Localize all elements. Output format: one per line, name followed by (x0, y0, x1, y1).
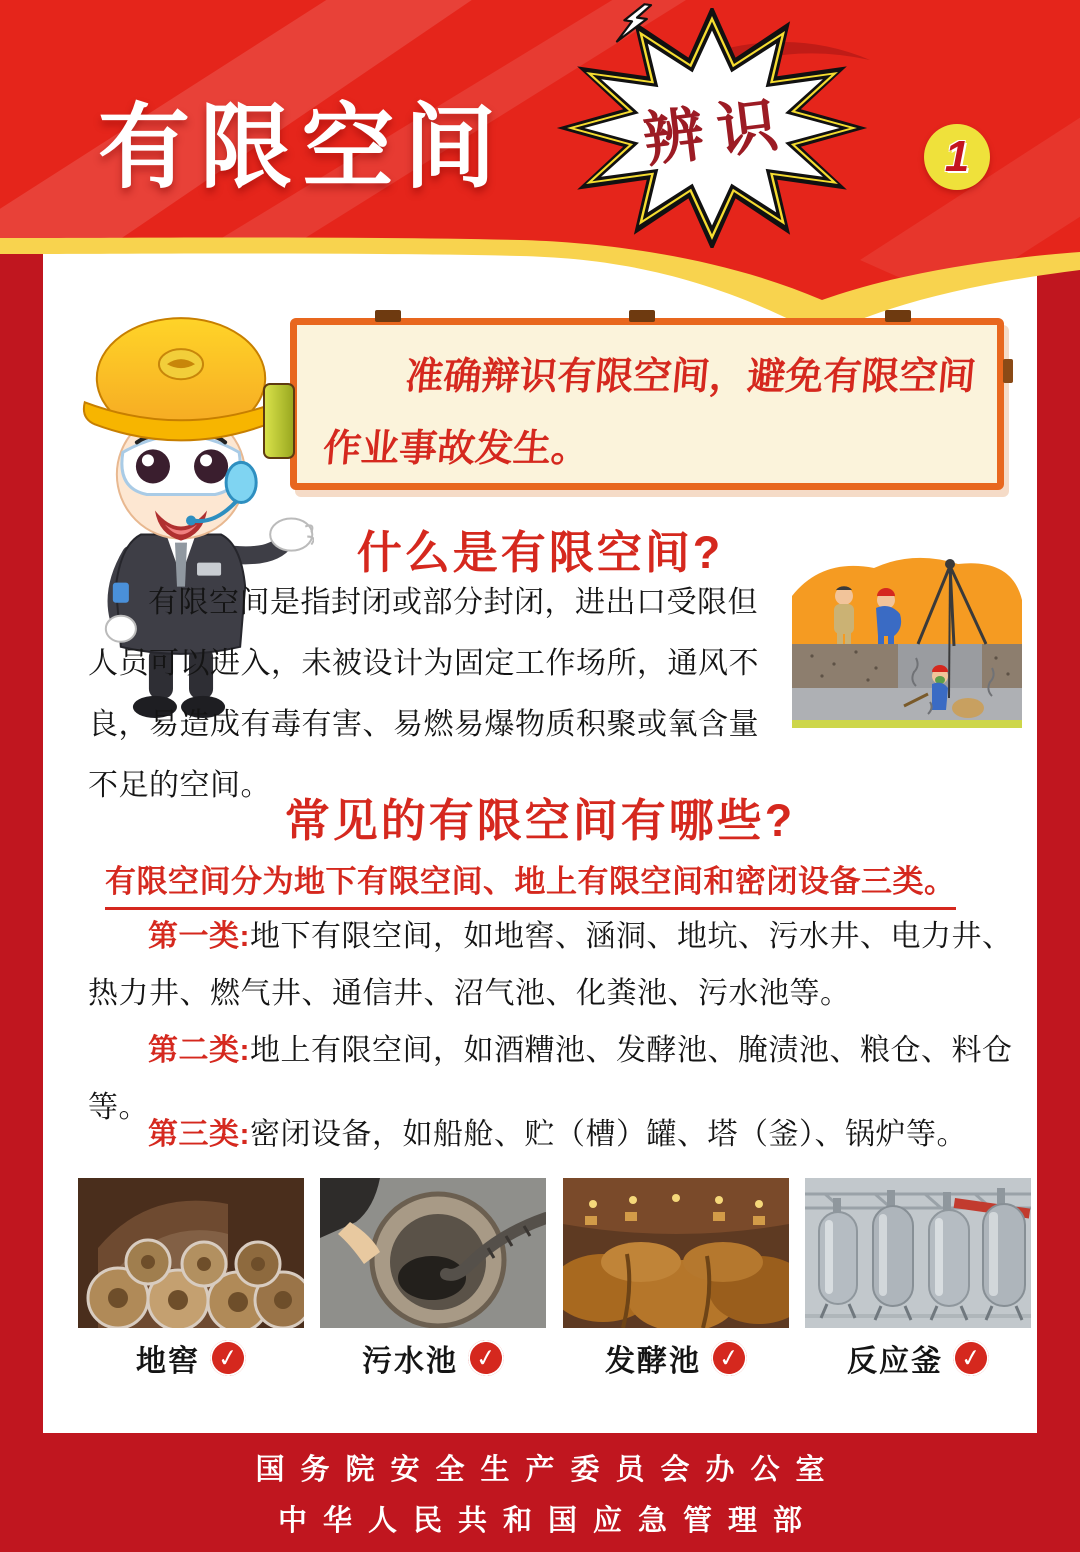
board-clip-icon (885, 310, 911, 322)
footer-org-line2: 中华人民共和国应急管理部 (277, 1504, 818, 1537)
board-clip-icon (375, 310, 401, 322)
category-3-text: 密闭设备，如船舱、贮（槽）罐、塔（釜）、锅炉等。 (250, 1118, 967, 1151)
board-knob-icon (1003, 359, 1013, 383)
section-heading-what: 什么是有限空间? (356, 527, 724, 578)
classification-intro: 有限空间分为地下有限空间、地上有限空间和密闭设备三类。 (105, 856, 956, 910)
category-1-label: 第一类: (148, 920, 250, 953)
category-3 (88, 1106, 1022, 1163)
pit-work-illustration (782, 548, 1037, 738)
example-label: 发酵池 (605, 1345, 701, 1378)
check-icon: ✓ (208, 1338, 249, 1379)
burst-label: 辨识 (639, 89, 796, 175)
page-number-badge: 1 (924, 124, 990, 190)
check-icon: ✓ (466, 1338, 507, 1379)
definition-paragraph: 有限空间是指封闭或部分封闭，进出口受限但人员可以进入，未被设计为固定工作场所，通风不良，易造成有毒有害、易燃易爆物质积聚或氧含量不足的空间。 (88, 586, 759, 802)
category-1 (88, 908, 1022, 1022)
check-icon: ✓ (709, 1338, 750, 1379)
footer-org-line1: 国务院安全生产委员会办公室 (255, 1453, 841, 1486)
caption-cellar (78, 1336, 304, 1380)
section-heading-common: 常见的有限空间有哪些? (284, 795, 796, 846)
message-board (290, 318, 1004, 490)
caption-sewage-pool (320, 1336, 546, 1380)
footer (0, 1433, 1080, 1552)
poster-title: 有限空间 (98, 97, 507, 199)
board-clip-icon (629, 310, 655, 322)
category-2-text: 地上有限空间，如酒糟池、发酵池、腌渍池、粮仓、料仓等。 (88, 1034, 1013, 1124)
category-2-label: 第二类: (148, 1034, 250, 1067)
burst-badge (544, 8, 880, 248)
category-1-text: 地下有限空间，如地窖、涵洞、地坑、污水井、电力井、热力井、燃气井、通信井、沼气池、化粪池、污水池等。 (88, 920, 1013, 1010)
example-label: 反应釜 (847, 1345, 943, 1378)
lightning-icon (609, 0, 661, 49)
example-label: 污水池 (362, 1345, 458, 1378)
check-icon: ✓ (951, 1338, 992, 1379)
caption-fermentation-pool (563, 1336, 789, 1380)
caption-reactor (805, 1336, 1031, 1380)
cellar-photo (78, 1178, 304, 1328)
board-roller-icon (263, 383, 295, 459)
banner-message: 准确辩识有限空间，避免有限空间作业事故发生。 (321, 356, 978, 470)
example-label: 地窖 (136, 1345, 200, 1378)
fermentation-pool-photo (563, 1178, 789, 1328)
reactor-photo (805, 1178, 1031, 1328)
sewage-pool-photo (320, 1178, 546, 1328)
category-3-label: 第三类: (148, 1118, 250, 1151)
